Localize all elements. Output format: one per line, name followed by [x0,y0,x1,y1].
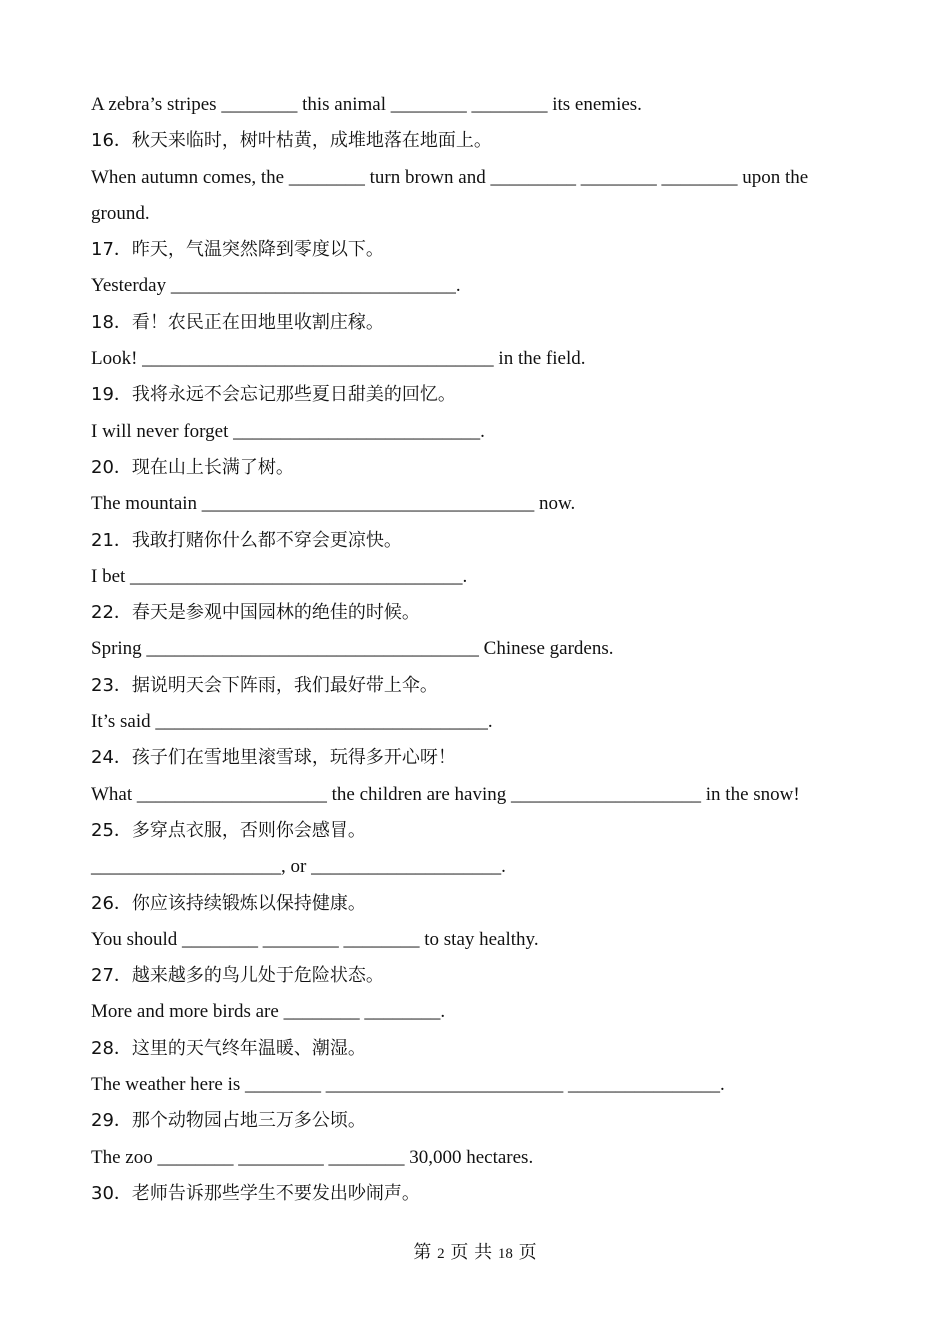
question-24: 24．孩子们在雪地里滚雪球，玩得多开心呀！ [91,747,456,769]
answer-line-19: I will never forget __________________________. [91,420,485,442]
answer-line-27: More and more birds are ________ ________. [91,1001,446,1023]
exercise-content [91,87,871,1212]
question-27: 27．越来越多的鸟儿处于危险状态。 [91,965,384,987]
question-19: 19．我将永远不会忘记那些夏日甜美的回忆。 [91,384,456,406]
page-footer [0,1238,950,1269]
footer-suffix: 页 [518,1242,537,1263]
answer-line-26: You should ________ ________ ________ to stay healthy. [91,928,539,950]
page-total: 18 [497,1246,513,1262]
question-23: 23．据说明天会下阵雨，我们最好带上伞。 [91,674,438,696]
question-20: 20．现在山上长满了树。 [91,456,294,478]
answer-line-24: What ____________________ the children are having ____________________ in the snow! [91,783,800,805]
question-30: 30．老师告诉那些学生不要发出吵闹声。 [91,1182,420,1204]
answer-line-25: ____________________, or ____________________. [91,856,506,878]
answer-line-20: The mountain ___________________________________ now. [91,493,576,515]
question-16: 16．秋天来临时，树叶枯黄，成堆地落在地面上。 [91,130,492,152]
footer-prefix: 第 [413,1242,432,1263]
question-17: 17．昨天，气温突然降到零度以下。 [91,239,384,261]
answer-line-16-cont: ground. [91,202,150,224]
question-18: 18．看！农民正在田地里收割庄稼。 [91,311,384,333]
answer-line-18: Look! _____________________________________ in the field. [91,348,586,370]
question-28: 28．这里的天气终年温暖、潮湿。 [91,1037,366,1059]
footer-middle: 页 共 [450,1242,493,1263]
question-25: 25．多穿点衣服，否则你会感冒。 [91,819,366,841]
question-29: 29．那个动物园占地三万多公顷。 [91,1110,366,1132]
answer-line-23: It’s said ___________________________________. [91,711,493,733]
answer-line-15: A zebra’s stripes ________ this animal ________ ________ its enemies. [91,94,642,115]
question-26: 26．你应该持续锻炼以保持健康。 [91,892,366,914]
question-21: 21．我敢打赌你什么都不穿会更凉快。 [91,529,402,551]
answer-line-22: Spring ___________________________________ Chinese gardens. [91,638,614,660]
answer-line-28: The weather here is ________ _________________________ ________________. [91,1074,725,1096]
page-number: 2 [437,1246,445,1262]
answer-line-21: I bet ___________________________________. [91,565,468,587]
answer-line-29: The zoo ________ _________ ________ 30,000 hectares. [91,1146,534,1168]
answer-line-17: Yesterday ______________________________. [91,275,461,297]
question-22: 22．春天是参观中国园林的绝佳的时候。 [91,602,420,624]
answer-line-16: When autumn comes, the ________ turn brown and _________ ________ ________ upon the [91,166,809,188]
